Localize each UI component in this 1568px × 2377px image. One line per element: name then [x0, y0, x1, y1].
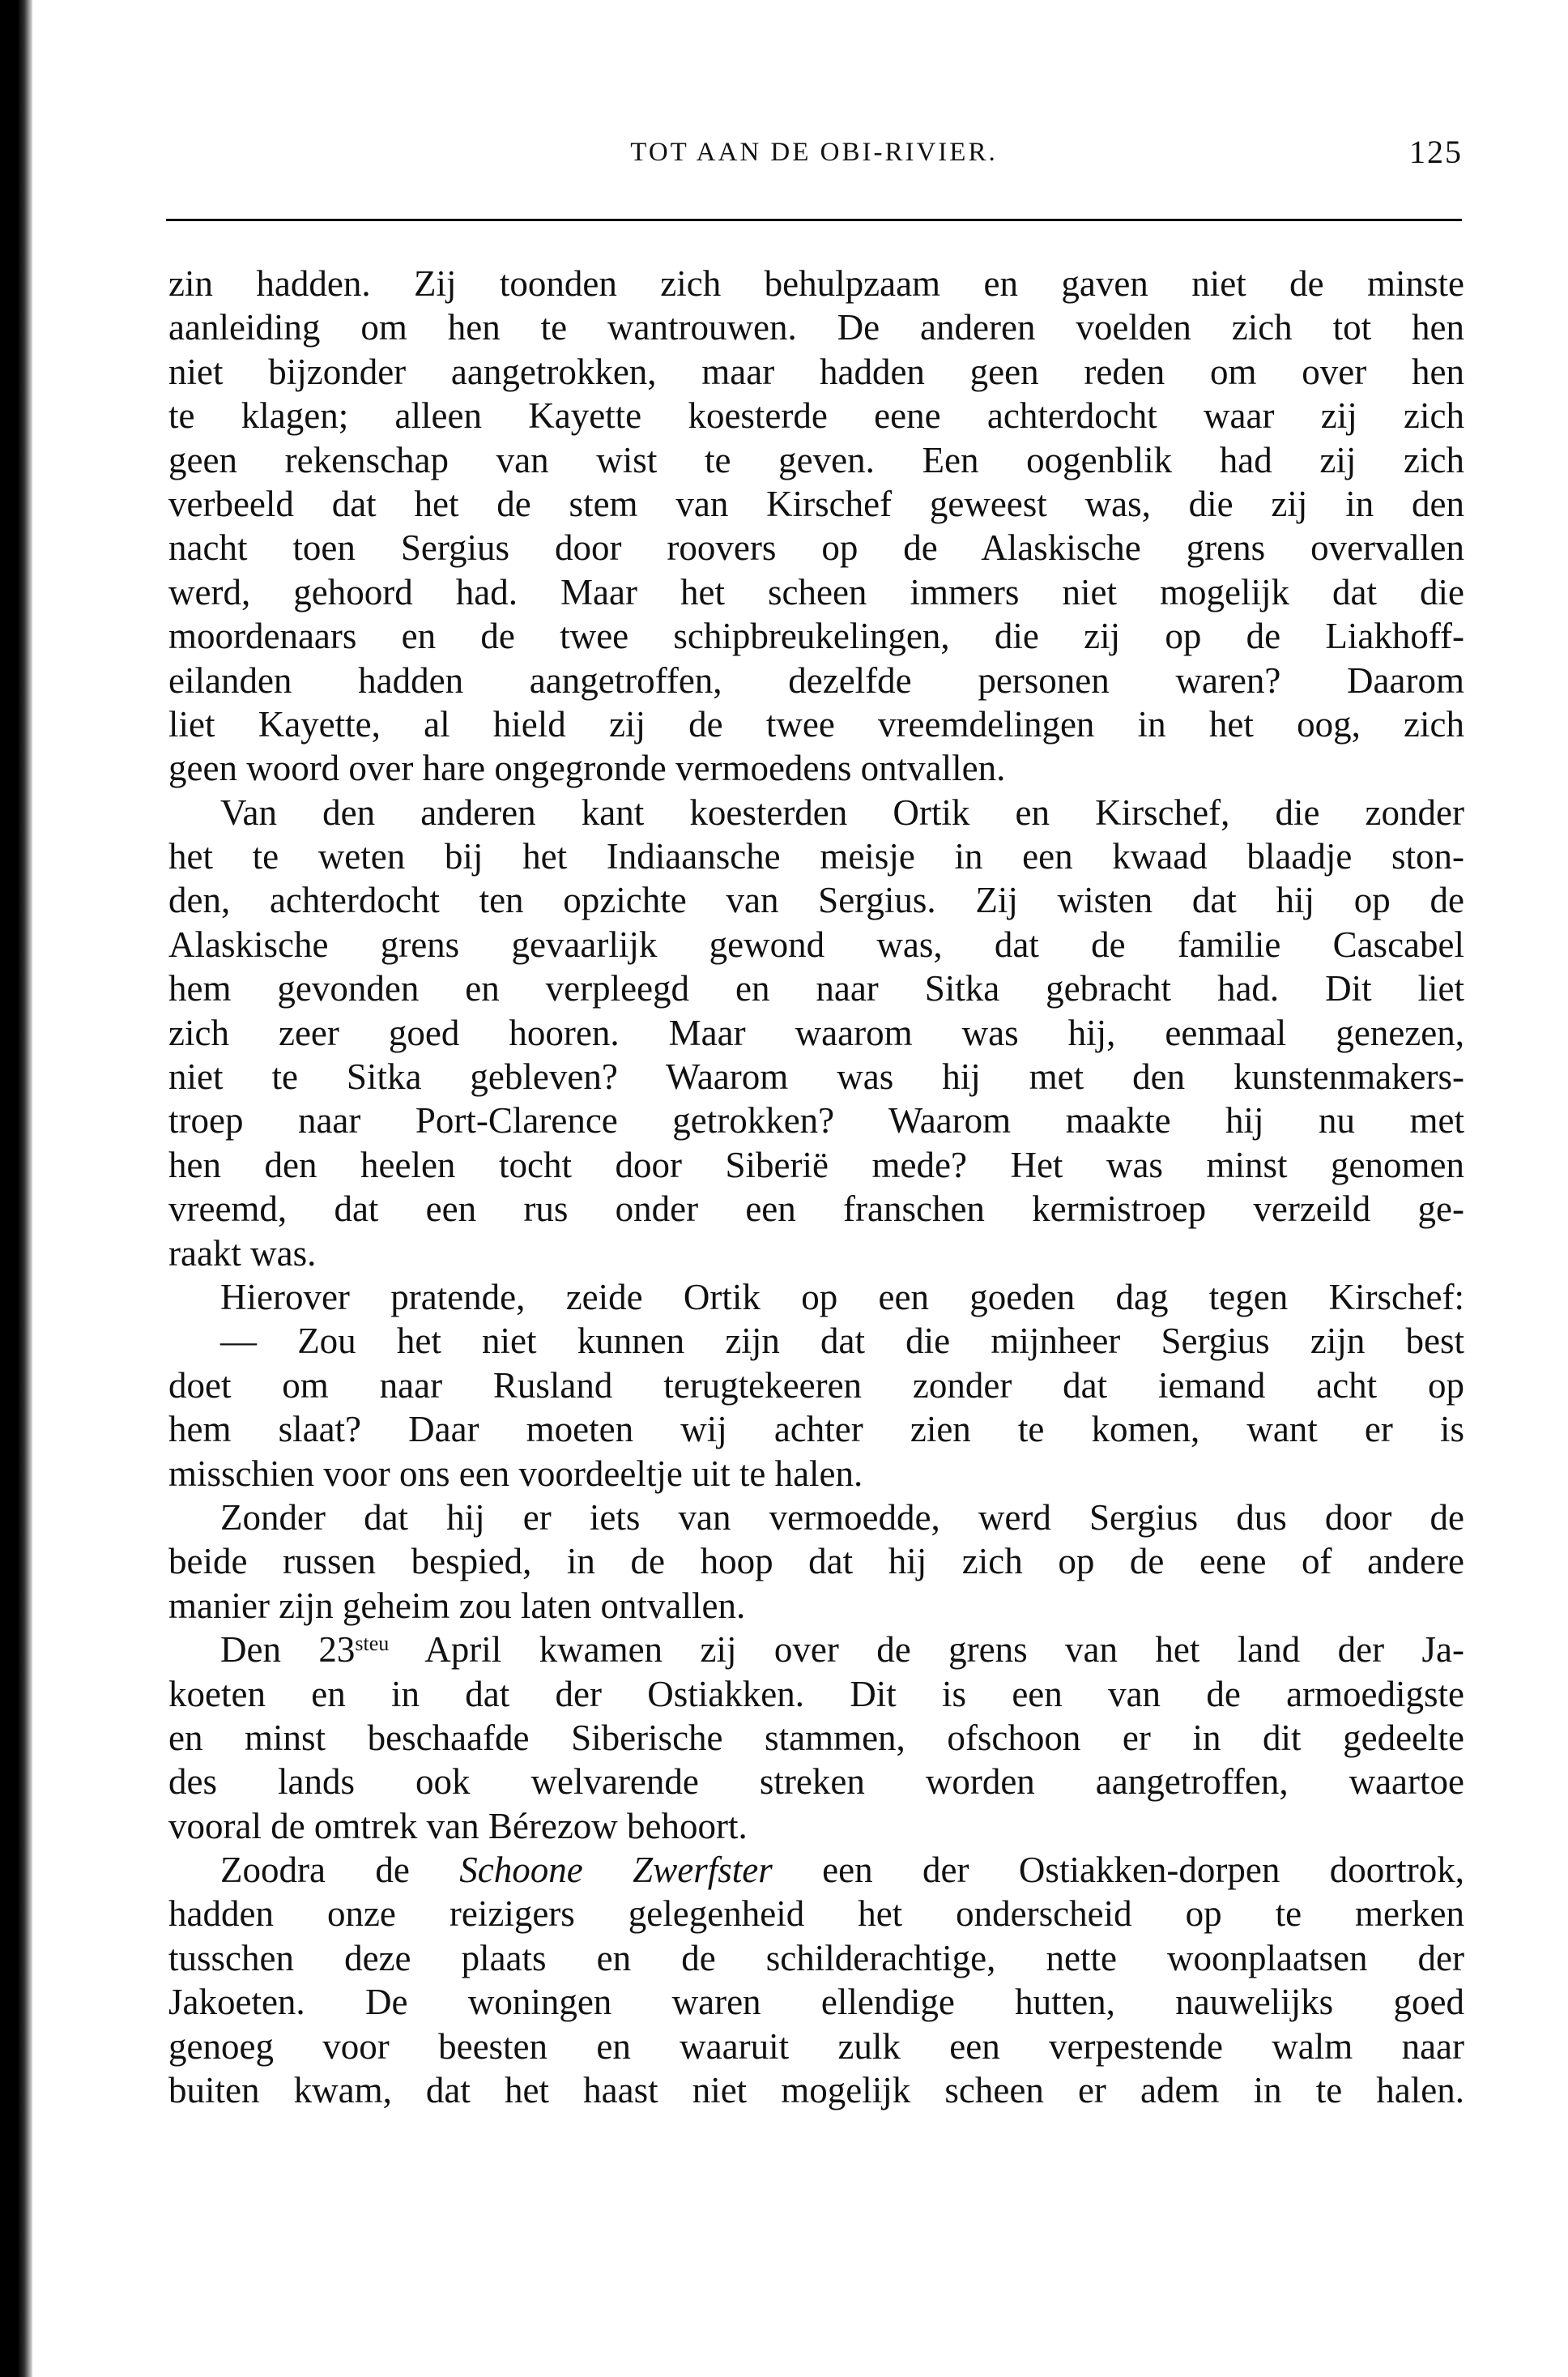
text-line — [168, 614, 1464, 658]
text-run: raakt was. — [168, 1232, 317, 1274]
text-run: troep naar Port-Clarence getrokken? Waarom maakte hij nu met — [168, 1100, 1464, 1142]
text-line — [168, 2025, 1464, 2068]
text-run: eilanden hadden aangetroffen, dezelfde personen waren? Daarom — [168, 659, 1464, 701]
superscript: steu — [355, 1632, 390, 1656]
text-run: het te weten bij het Indiaansche meisje in een kwaad blaadje ston- — [168, 836, 1464, 877]
text-line — [168, 1011, 1464, 1055]
text-line — [168, 791, 1464, 834]
text-run: Jakoeten. De woningen waren ellendige hutten, nauwelijks goed — [168, 1982, 1464, 2023]
text-line — [168, 834, 1464, 878]
text-run: zich zeer goed hooren. Maar waarom was hij, eenmaal genezen, — [168, 1012, 1464, 1053]
text-line — [168, 262, 1464, 305]
text-line — [168, 1716, 1464, 1760]
text-line — [168, 1363, 1464, 1407]
text-line — [168, 482, 1464, 526]
text-line — [168, 967, 1464, 1010]
text-run: en minst beschaafde Siberische stammen, ofschoon er in dit gedeelte — [168, 1717, 1464, 1758]
text-run: des lands ook welvarende streken worden aangetroffen, waartoe — [168, 1761, 1464, 1803]
text-run: hen den heelen tocht door Siberië mede? Het was minst genomen — [168, 1144, 1464, 1185]
text-run: verbeeld dat het de stem van Kirschef geweest was, die zij in den — [168, 483, 1464, 524]
text-line — [168, 1187, 1464, 1231]
text-run: Den 23 — [220, 1629, 356, 1671]
text-line — [168, 1055, 1464, 1099]
text-run: te klagen; alleen Kayette koesterde eene achterdocht waar zij zich — [168, 395, 1464, 437]
text-line — [168, 570, 1464, 614]
text-run: beide russen bespied, in de hoop dat hij zich op de eene of andere — [168, 1541, 1464, 1582]
text-run: aanleiding om hen te wantrouwen. De anderen voelden zich tot hen — [168, 307, 1464, 348]
text-line — [168, 1980, 1464, 2024]
text-line — [168, 1407, 1464, 1451]
text-run: tusschen deze plaats en de schilderachtige, nette woonplaatsen der — [168, 1937, 1464, 1978]
text-run: moordenaars en de twee schipbreukelingen, die zij op de Liakhoff- — [168, 616, 1464, 657]
text-line — [168, 1143, 1464, 1187]
text-run: April kwamen zij over de grens van het land der Ja- — [389, 1629, 1464, 1671]
text-line — [168, 1319, 1464, 1363]
text-line — [168, 1584, 1464, 1628]
text-run: geen woord over hare ongegronde vermoedens ontvallen. — [168, 748, 1006, 789]
text-line — [168, 305, 1464, 349]
text-run: genoeg voor beesten en waaruit zulk een verpestende walm naar — [168, 2025, 1464, 2067]
text-line — [168, 1539, 1464, 1583]
text-line — [168, 438, 1464, 482]
text-run: Van den anderen kant koesterden Ortik en Kirschef, die zonder — [220, 792, 1464, 833]
text-run: misschien voor ons een voordeeltje uit te halen. — [168, 1453, 863, 1494]
text-run: zin hadden. Zij toonden zich behulpzaam en gaven niet de minste — [168, 263, 1464, 304]
text-line — [168, 659, 1464, 702]
text-run: manier zijn geheim zou laten ontvallen. — [168, 1585, 746, 1626]
running-head: TOT AAN DE OBI-RIVIER. — [630, 138, 998, 167]
text-line — [168, 1275, 1464, 1319]
text-run: niet te Sitka gebleven? Waarom was hij met den kunstenmakers- — [168, 1056, 1464, 1098]
text-run: Hierover pratende, zeide Ortik op een goeden dag tegen Kirschef: — [220, 1276, 1464, 1317]
text-run: hem slaat? Daar moeten wij achter zien te komen, want er is — [168, 1409, 1464, 1450]
body-text — [168, 262, 1464, 2112]
text-line — [168, 1760, 1464, 1803]
text-line — [168, 1936, 1464, 1980]
text-run: vooral de omtrek van Bérezow behoort. — [168, 1805, 748, 1846]
text-line — [168, 1804, 1464, 1848]
text-line — [168, 394, 1464, 437]
text-line — [168, 1848, 1464, 1892]
text-run: liet Kayette, al hield zij de twee vreemdelingen in het oog, zich — [168, 703, 1464, 745]
text-line — [168, 1231, 1464, 1275]
text-line — [168, 526, 1464, 570]
text-line — [168, 1452, 1464, 1496]
text-run: koeten en in dat der Ostiakken. Dit is een van de armoedigste — [168, 1673, 1464, 1714]
text-line — [168, 878, 1464, 922]
text-run: doet om naar Rusland terugtekeeren zonder dat iemand acht op — [168, 1364, 1464, 1406]
text-line — [168, 2068, 1464, 2112]
text-run: geen rekenschap van wist te geven. Een oogenblik had zij zich — [168, 439, 1464, 480]
text-run: niet bijzonder aangetrokken, maar hadden geen reden om over hen — [168, 351, 1464, 392]
text-run: buiten kwam, dat het haast niet mogelijk scheen er adem in te halen. — [168, 2070, 1464, 2111]
text-run: Zoodra de — [220, 1850, 460, 1891]
italic-title: Schoone Zwerfster — [459, 1850, 773, 1891]
text-line — [168, 1672, 1464, 1716]
text-run: den, achterdocht ten opzichte van Sergius. Zij wisten dat hij op de — [168, 880, 1464, 921]
text-line — [168, 746, 1464, 790]
text-line — [168, 1892, 1464, 1935]
text-line — [168, 702, 1464, 746]
text-line — [168, 1496, 1464, 1539]
text-line — [168, 1628, 1464, 1671]
text-run: Zonder dat hij er iets van vermoedde, werd Sergius dus door de — [220, 1496, 1464, 1538]
text-run: vreemd, dat een rus onder een franschen kermistroep verzeild ge- — [168, 1188, 1464, 1230]
text-run: werd, gehoord had. Maar het scheen immers niet mogelijk dat die — [168, 571, 1464, 612]
page-number: 125 — [1409, 134, 1463, 170]
text-run: — Zou het niet kunnen zijn dat die mijnheer Sergius zijn best — [220, 1321, 1464, 1362]
text-run: hem gevonden en verpleegd en naar Sitka gebracht had. Dit liet — [168, 968, 1464, 1009]
text-line — [168, 923, 1464, 967]
header-rule — [166, 219, 1462, 221]
book-binding-edge — [0, 0, 32, 2377]
text-run: hadden onze reizigers gelegenheid het onderscheid op te merken — [168, 1893, 1464, 1935]
text-run: Alaskische grens gevaarlijk gewond was, dat de familie Cascabel — [168, 924, 1464, 965]
text-line — [168, 1099, 1464, 1142]
text-line — [168, 350, 1464, 394]
text-run: nacht toen Sergius door roovers op de Alaskische grens overvallen — [168, 527, 1464, 569]
text-run: een der Ostiakken-dorpen doortrok, — [772, 1850, 1464, 1891]
